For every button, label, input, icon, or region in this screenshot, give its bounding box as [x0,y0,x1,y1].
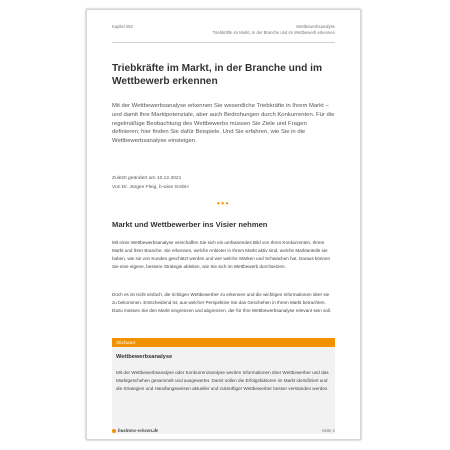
last-updated: Zuletzt geändert am 10.12.2021 [112,176,182,181]
article-meta [112,175,335,192]
page-title: Triebkräfte im Markt, in der Branche und im Wettbewerb erkennen [112,63,323,87]
author-line: Von Dr. Jürgen Fleig, b-wise GmbH [112,184,189,190]
running-title-line2: Triebkräfte im Markt, in der Branche und im Wettbewerb erkennen [212,29,335,35]
brand-logo [112,428,158,434]
section-heading: Markt und Wettbewerber ins Visier nehmen [112,220,268,229]
keyword-box-text: Mit der Wettbewerbsanalyse oder Konkurrenzanalyse werden Informationen über Wettbewerber und das Marktgeschehen gesammelt und ausgewertet. Damit sollen die Erfolgsfaktoren im Markt identifiziert und die Strategien und Handlungsweisen aktueller und zukünftiger Wettbewerber besser verstanden werden. [116,370,329,391]
keyword-box-body [112,347,335,434]
keyword-box [112,338,335,434]
page-number: Seite 2 [321,428,335,433]
chapter-label: Kapitel 052 [112,24,133,29]
keyword-box-title: Wettbewerbsanalyse [116,354,173,360]
header-divider [112,42,335,43]
document-page [86,9,361,440]
keyword-box-label: Stichwort [112,338,335,347]
running-title [213,24,335,35]
intro-paragraph: Mit der Wettbewerbsanalyse erkennen Sie wesentliche Triebkräfte in Ihrem Markt – und damit Ihre Marktpotenziale, aber auch Bedrohungen durch Konkurrenten. Für die regelmäßige Beobachtung des Wettbewerbs müssen Sie Ziele und Fragen definieren; hier finden Sie dafür Beispiele. Und Sie erfahren, wie Sie in die Wettbewerbsanalyse einsteigen. [112,103,335,145]
logo-dot-icon [112,429,116,433]
section-separator: ••• [217,199,230,208]
body-paragraph-1: Mit einer Wettbewerbsanalyse verschaffen Sie sich ein umfassendes Bild von Ihren Konkurrenten, Ihrem Markt und Ihrer Branche. Sie erkennen, welche Anbieter in Ihrem Markt aktiv sind, welche Marktanteile sie haben, wie sie von Kunden geschätzt werden und wer welche Stärken und Schwächen hat. Daraus können Sie eine eigene, bessere Strategie ableiten, wie Sie sich im Wettbewerb durchsetzen. [112,240,331,269]
logo-text: business-wissen.de [118,428,159,434]
running-title-line1: Wettbewerbsanalyse [296,24,335,29]
body-paragraph-2: Doch es ist nicht einfach, die richtigen Wettbewerber zu erkennen und die wichtigen Informationen über sie zu bekommen. Entscheidend ist, aus welcher Perspektive Sie das Geschehen in Ihrem Markt betrachten. Dazu müssen Sie den Markt eingrenzen und abgrenzen, der für Ihre Wettbewerbsanalyse relevant sein soll. [112,292,332,313]
